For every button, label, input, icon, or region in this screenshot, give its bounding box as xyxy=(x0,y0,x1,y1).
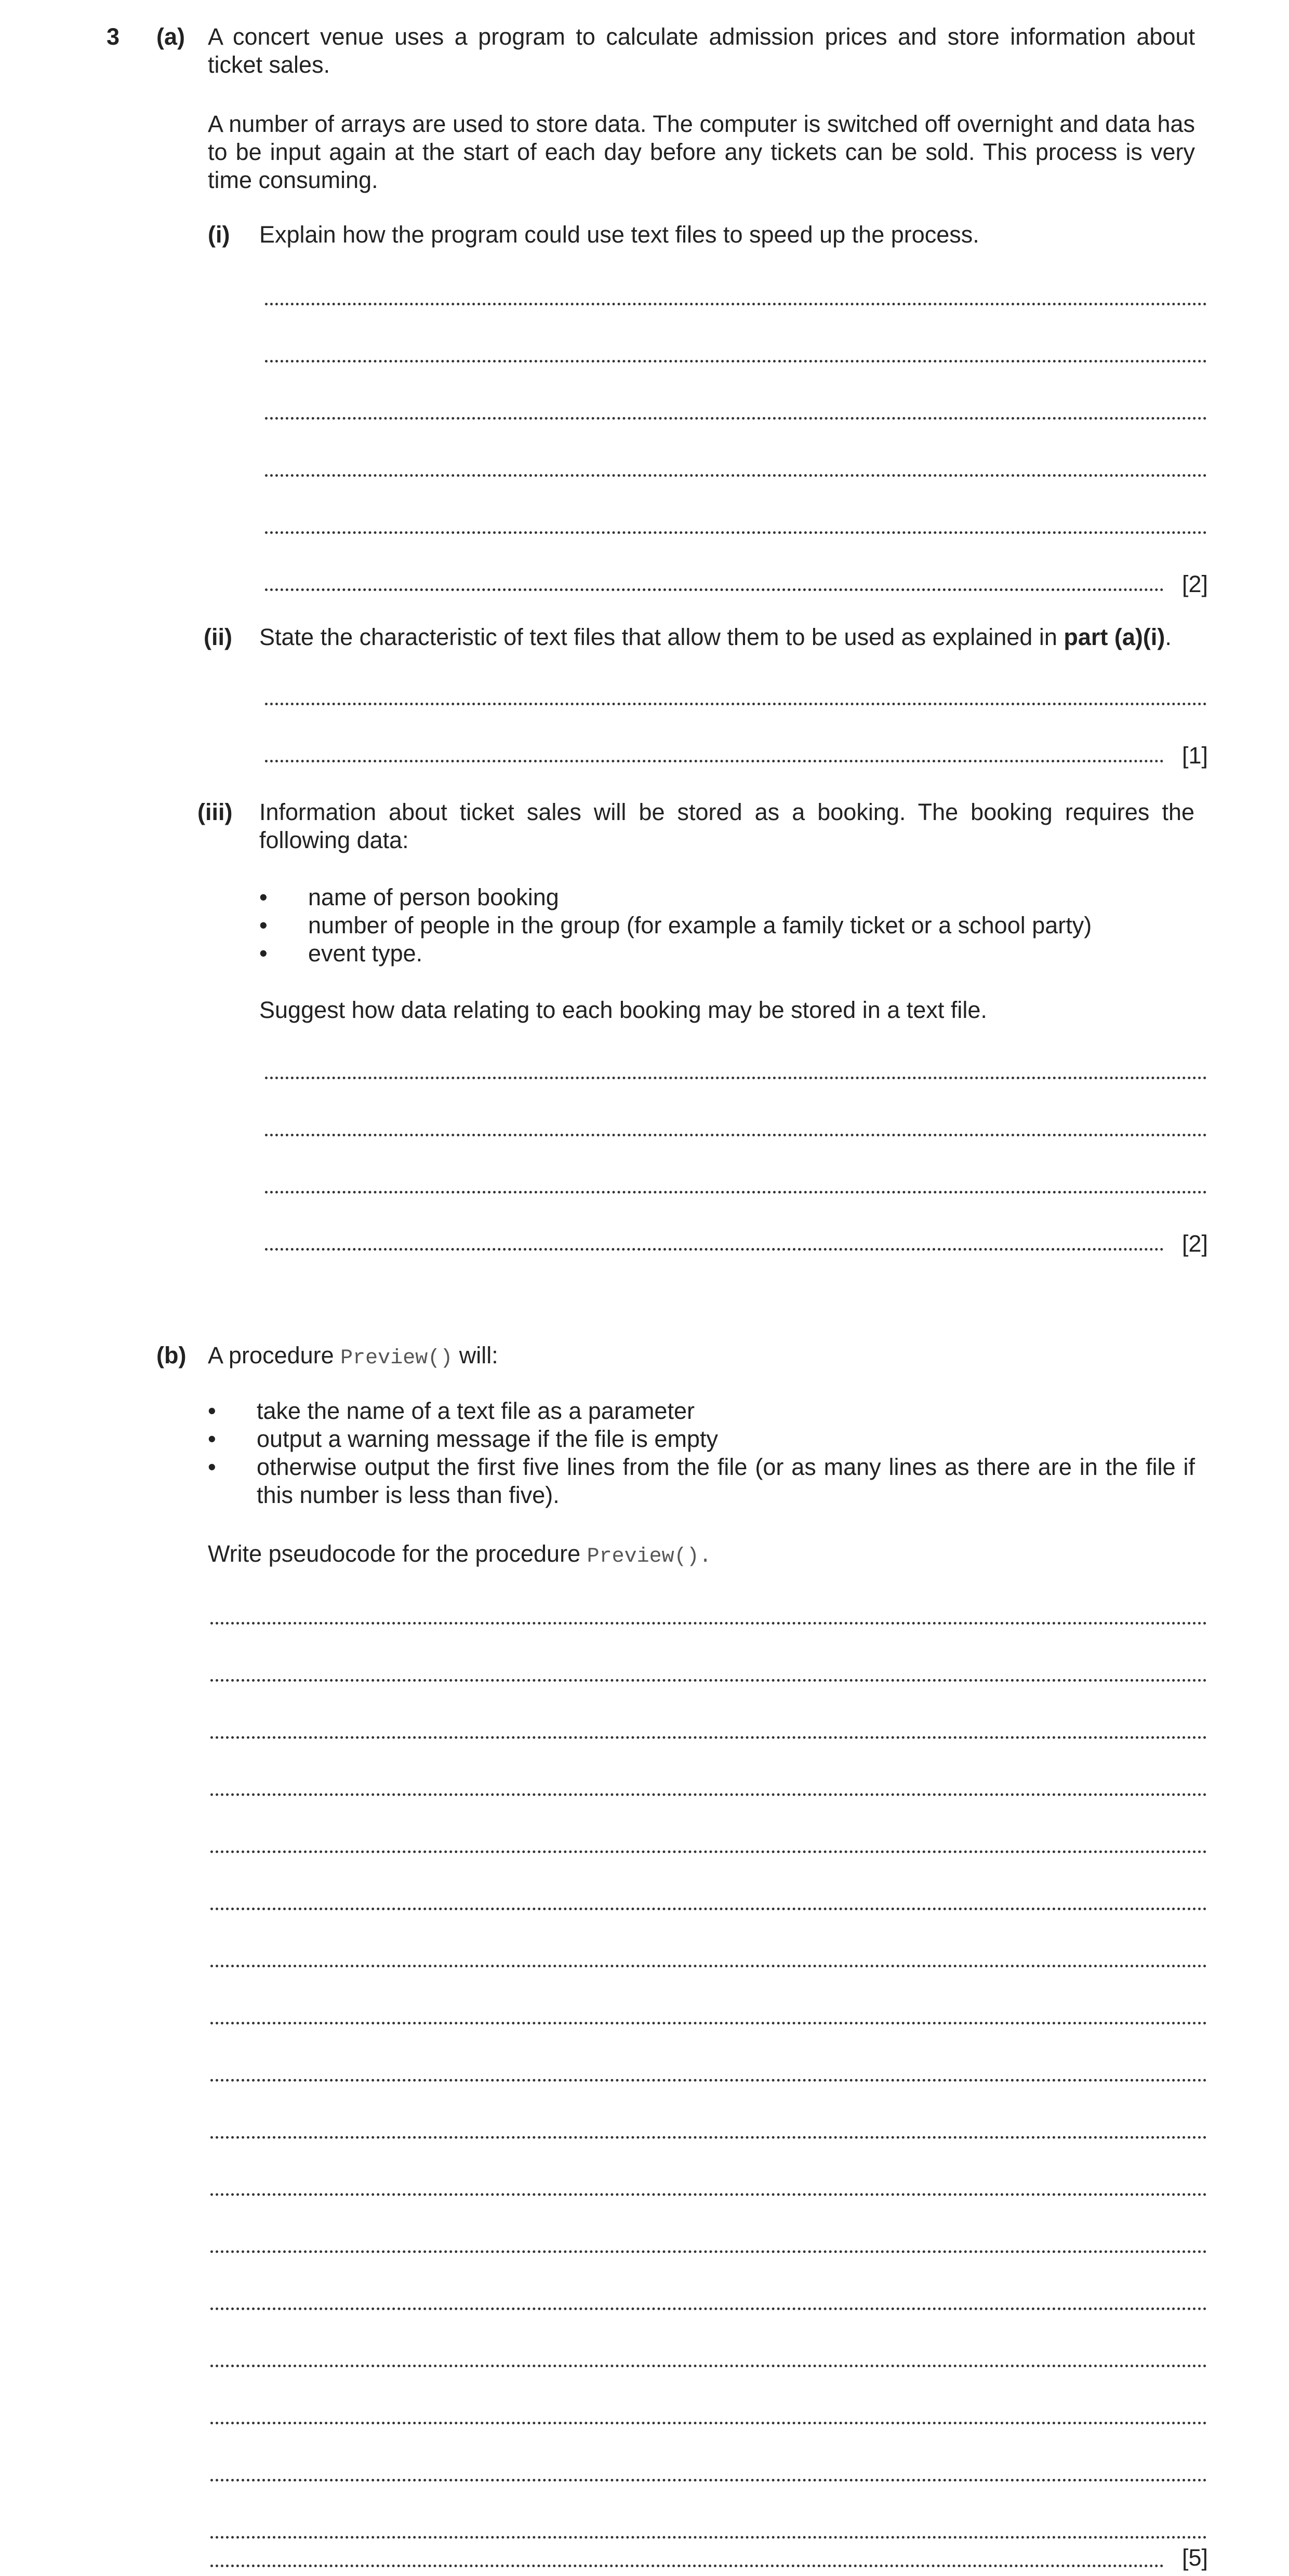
answer-line[interactable] xyxy=(210,2193,1207,2196)
answer-line[interactable] xyxy=(265,760,1164,762)
answer-line[interactable] xyxy=(210,1679,1207,1682)
part-b-intro xyxy=(208,1341,1195,1373)
answer-line[interactable] xyxy=(265,531,1207,534)
answer-line[interactable] xyxy=(265,360,1207,363)
answer-line[interactable] xyxy=(210,2536,1207,2539)
answer-line[interactable] xyxy=(265,1191,1207,1193)
answer-line[interactable] xyxy=(265,1077,1207,1079)
part-a-intro: A concert venue uses a program to calculate admission prices and store information about ticket sales. xyxy=(208,23,1195,78)
part-a-context: A number of arrays are used to store data. The computer is switched off overnight and data has to be input again at the start of each day before any tickets can be sold. This process is very time consuming. xyxy=(208,111,1195,193)
part-b-prompt xyxy=(208,1540,1195,1571)
sub-i-label: (i) xyxy=(208,221,230,248)
bullet-icon: • xyxy=(259,884,268,910)
answer-line[interactable] xyxy=(210,1850,1207,1853)
list-item-text: output a warning message if the file is empty xyxy=(257,1426,718,1452)
part-b-prompt-start: Write pseudocode for the procedure xyxy=(208,1540,587,1567)
answer-line[interactable] xyxy=(210,1908,1207,1910)
sub-ii-text-start: State the characteristic of text files that allow them to be used as explained in xyxy=(259,624,1064,650)
answer-line[interactable] xyxy=(265,417,1207,420)
answer-line[interactable] xyxy=(210,2079,1207,2082)
procedure-name: Preview() xyxy=(340,1347,453,1370)
answer-line[interactable] xyxy=(210,2022,1207,2024)
list-item xyxy=(259,911,1194,940)
list-item xyxy=(208,1453,1195,1509)
sub-ii-text xyxy=(259,623,1220,651)
bullet-icon: • xyxy=(208,1454,216,1480)
answer-line[interactable] xyxy=(265,303,1207,305)
question-number: 3 xyxy=(107,23,120,50)
answer-line[interactable] xyxy=(210,2365,1207,2367)
answer-line[interactable] xyxy=(210,1965,1207,1967)
answer-line[interactable] xyxy=(210,2307,1207,2310)
bullet-icon: • xyxy=(259,940,268,967)
part-b-intro-start: A procedure xyxy=(208,1342,341,1369)
answer-line[interactable] xyxy=(210,1793,1207,1796)
bullet-icon: • xyxy=(208,1426,216,1452)
list-item-text: event type. xyxy=(308,940,423,967)
sub-ii-part-reference: part (a)(i) xyxy=(1064,624,1165,650)
answer-line[interactable] xyxy=(210,2479,1207,2481)
list-item-text: name of person booking xyxy=(308,884,559,910)
procedure-name: Preview(). xyxy=(587,1545,712,1568)
part-a-label: (a) xyxy=(156,23,185,50)
list-item xyxy=(208,1397,1195,1425)
sub-ii-label: (ii) xyxy=(204,624,232,650)
list-item xyxy=(259,883,1194,911)
mark-allocation: [1] xyxy=(1181,742,1208,769)
answer-line[interactable] xyxy=(210,1622,1207,1625)
answer-line[interactable] xyxy=(210,2565,1164,2567)
answer-line[interactable] xyxy=(265,703,1207,705)
answer-line[interactable] xyxy=(265,1134,1207,1136)
sub-ii-text-end: . xyxy=(1165,624,1172,650)
mark-allocation: [5] xyxy=(1181,2544,1208,2571)
list-item-text: number of people in the group (for example a family ticket or a school party) xyxy=(308,912,1092,938)
sub-iii-label: (iii) xyxy=(197,799,233,825)
booking-data-list xyxy=(259,883,1194,968)
answer-line[interactable] xyxy=(210,1736,1207,1739)
list-item xyxy=(208,1425,1195,1453)
sub-iii-text: Information about ticket sales will be stored as a booking. The booking requires the following data: xyxy=(259,799,1194,853)
bullet-icon: • xyxy=(259,912,268,938)
answer-line[interactable] xyxy=(210,2422,1207,2424)
procedure-requirements-list xyxy=(208,1397,1195,1509)
answer-line[interactable] xyxy=(210,2250,1207,2253)
list-item-text: take the name of a text file as a parameter xyxy=(257,1398,695,1424)
answer-line[interactable] xyxy=(265,1248,1164,1251)
list-item xyxy=(259,940,1194,968)
sub-i-text: Explain how the program could use text files to speed up the process. xyxy=(259,221,979,248)
mark-allocation: [2] xyxy=(1181,1230,1208,1257)
list-item-text: otherwise output the first five lines from the file (or as many lines as there are in the file if this number is less than five). xyxy=(257,1454,1195,1508)
answer-line[interactable] xyxy=(210,2136,1207,2139)
answer-line[interactable] xyxy=(265,474,1207,477)
answer-line[interactable] xyxy=(265,588,1164,591)
bullet-icon: • xyxy=(208,1398,216,1424)
part-b-intro-end: will: xyxy=(453,1342,498,1369)
mark-allocation: [2] xyxy=(1181,571,1208,597)
sub-iii-prompt: Suggest how data relating to each booking may be stored in a text file. xyxy=(259,997,987,1023)
part-b-label: (b) xyxy=(156,1342,187,1369)
